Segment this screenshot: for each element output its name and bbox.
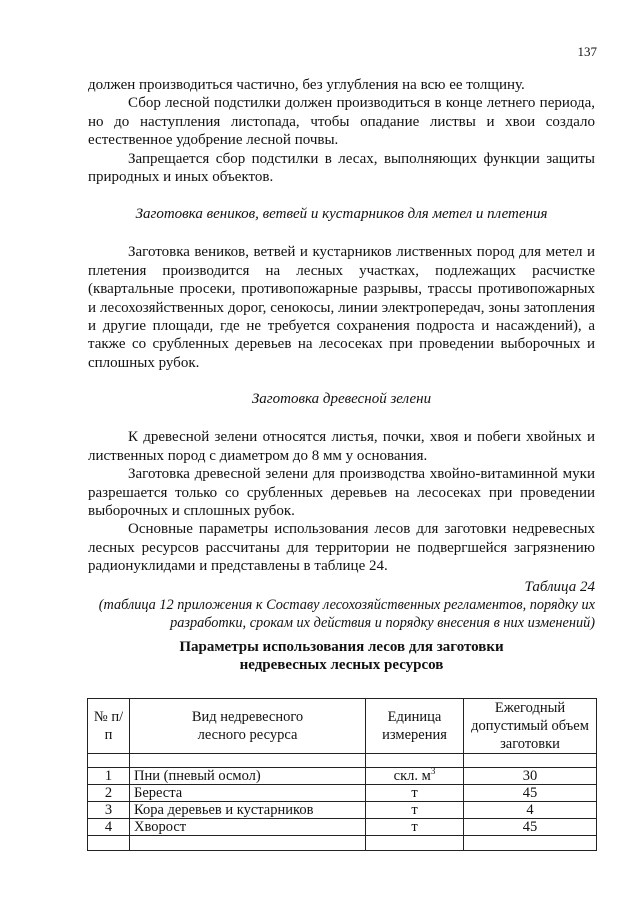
parameters-table xyxy=(87,698,597,851)
cell-volume: 45 xyxy=(464,818,597,835)
table-empty-row xyxy=(88,835,597,850)
paragraph: Сбор лесной подстилки должен производиться в конце летнего периода, но до наступления листопада, чтобы опадание листвы и хвои создало естественное удобрение лесной почвы. xyxy=(88,95,595,149)
table-title xyxy=(88,638,595,675)
paragraph: Запрещается сбор подстилки в лесах, выполняющих функции защиты природных и иных объектов. xyxy=(88,150,595,186)
header-line: допустимый объем xyxy=(471,717,589,734)
cell-kind: Пни (пневый осмол) xyxy=(130,767,366,784)
paragraph: Основные параметры использования лесов для заготовки недревесных лесных ресурсов рассчитаны для территории не подвергшейся загрязнению радионуклидами и представлены в таблице 24. xyxy=(88,521,595,575)
header-volume xyxy=(464,698,597,753)
table-reference: Таблица 24 xyxy=(524,578,595,595)
header-line: заготовки xyxy=(500,735,560,752)
cell-num: 1 xyxy=(88,767,130,784)
table-note: (таблица 12 приложения к Составу лесохозяйственных регламентов, порядку их разработки, срокам их действия и порядку внесения в них изменений) xyxy=(98,596,595,631)
unit-text: скл. м xyxy=(393,767,431,784)
header-line: Единица xyxy=(387,708,442,725)
cell-num: 3 xyxy=(88,801,130,818)
paragraph: К древесной зелени относятся листья, почки, хвоя и побеги хвойных и лиственных пород с диаметром до 8 мм у основания. xyxy=(88,429,595,464)
header-line: лесного ресурса xyxy=(197,726,298,743)
table-row xyxy=(88,818,597,835)
section-heading: Заготовка древесной зелени xyxy=(251,391,432,408)
header-line: Вид недревесного xyxy=(191,708,304,725)
cell-kind: Хворост xyxy=(130,818,366,835)
cell-volume: 30 xyxy=(464,767,597,784)
cell-unit: т xyxy=(366,818,464,835)
paragraph: Заготовка веников, ветвей и кустарников лиственных пород для метел и плетения производится на лесных участках, подлежащих расчистке (квартальные просеки, противопожарные разрывы, трассы противопожарных и лесохозяйственных дорог, сенокосы, линии электропередач, зоны затопления и другие площади, где не требуется сохранения подроста и насаждений), а также со срубленных деревьев на лесосеках при проведении выборочных и сплошных рубок. xyxy=(88,244,595,371)
table-empty-row xyxy=(88,753,597,767)
header-kind xyxy=(130,698,366,753)
cell-num: 2 xyxy=(88,784,130,801)
document-body xyxy=(88,76,595,851)
table-row xyxy=(88,767,597,784)
header-unit xyxy=(366,698,464,753)
header-line: Ежегодный xyxy=(494,699,566,716)
header-num: № п/п xyxy=(88,698,130,753)
cell-unit xyxy=(366,767,464,784)
table-header-row xyxy=(88,698,597,753)
unit-superscript: 3 xyxy=(430,765,436,776)
table-row xyxy=(88,784,597,801)
cell-volume: 4 xyxy=(464,801,597,818)
cell-unit: т xyxy=(366,801,464,818)
table-title-line: Параметры использования лесов для заготовки xyxy=(179,638,504,655)
header-line: измерения xyxy=(382,726,447,743)
cell-num: 4 xyxy=(88,818,130,835)
page-number: 137 xyxy=(577,44,597,59)
table-row xyxy=(88,801,597,818)
cell-unit: т xyxy=(366,784,464,801)
paragraph: Заготовка древесной зелени для производства хвойно-витаминной муки разрешается только со срубленных деревьев на лесосеках при проведении выборочных и сплошных рубок. xyxy=(88,466,595,519)
cell-volume: 45 xyxy=(464,784,597,801)
paragraph: должен производиться частично, без углубления на всю ее толщину. xyxy=(88,77,525,93)
cell-kind: Береста xyxy=(130,784,366,801)
cell-kind: Кора деревьев и кустарников xyxy=(130,801,366,818)
section-heading: Заготовка веников, ветвей и кустарников для метел и плетения xyxy=(135,206,548,223)
table-title-line: недревесных лесных ресурсов xyxy=(239,657,444,674)
